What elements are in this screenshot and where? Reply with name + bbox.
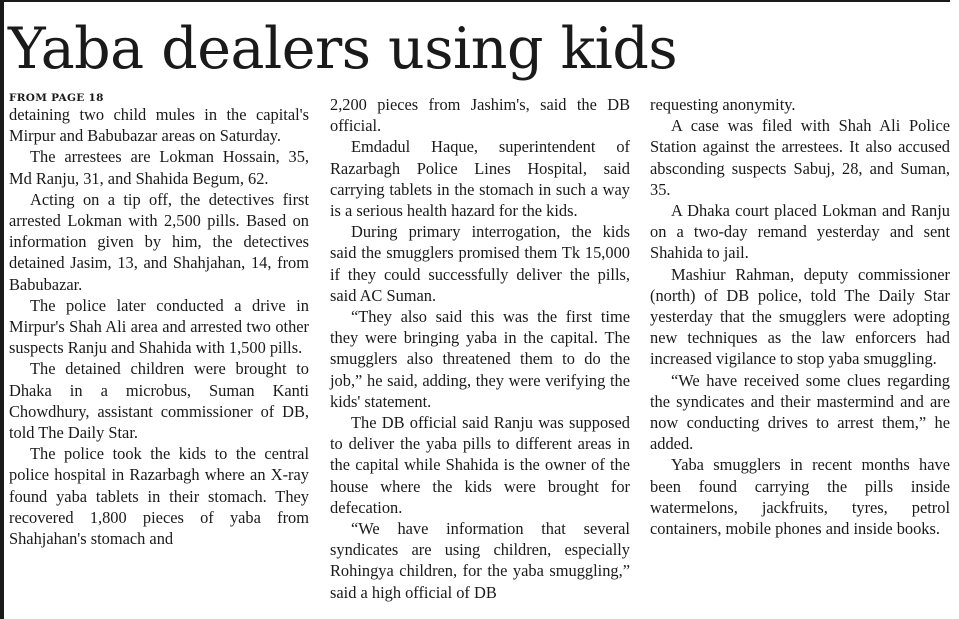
top-rule [4,0,950,2]
paragraph: The DB official said Ranju was supposed to deliver the yaba pills to different areas in the capital while Shahida is the owner of the house where the kids were brought for defecation. [330,413,630,517]
paragraph: Emdadul Haque, superintendent of Razarbagh Police Lines Hospital, said carrying tablets in the stomach in such a way is a serious health hazard for the kids. [330,137,630,221]
paragraph: “We have information that several syndicates are using children, especially Rohingya children, for the yaba smuggling,” said a high official of DB [330,519,630,602]
headline: Yaba dealers using kids [8,16,678,82]
article-column-1 [9,92,309,549]
continuation-kicker: FROM PAGE 18 [9,92,104,104]
paragraph: The police later conducted a drive in Mirpur's Shah Ali area and arrested two other suspects Ranju and Shahida with 1,500 pills. [9,295,309,358]
paragraph: A case was filed with Shah Ali Police Station against the arrestees. It also accused absconding suspects Sabuj, 28, and Suman, 35. [650,116,950,199]
paragraph: Yaba smugglers in recent months have been found carrying the pills inside watermelons, jackfruits, tyres, petrol containers, mobile phones and inside books. [650,455,950,539]
paragraph: “They also said this was the first time they were bringing yaba in the capital. The smugglers also threatened them to do the job,” he said, adding, they were verifying the kids' statement. [330,307,630,411]
paragraph: A Dhaka court placed Lokman and Ranju on a two-day remand yesterday and sent Shahida to jail. [650,201,950,263]
paragraph: The arrestees are Lokman Hossain, 35, Md Ranju, 31, and Shahida Begum, 62. [9,147,309,188]
paragraph: Mashiur Rahman, deputy commissioner (north) of DB police, told The Daily Star yesterday that the smugglers were adopting new techniques as the law enforcers had increased vigilance to stop yaba smuggling. [650,264,950,369]
paragraph: Acting on a tip off, the detectives first arrested Lokman with 2,500 pills. Based on information given by him, the detectives detained Jasim, 13, and Shahjahan, 14, from Babubazar. [9,189,309,294]
paragraph: During primary interrogation, the kids said the smugglers promised them Tk 15,000 if they could successfully deliver the pills, said AC Suman. [330,222,630,305]
article-column-2 [330,94,630,603]
article-column-3 [650,94,950,539]
paragraph: 2,200 pieces from Jashim's, said the DB official. [330,95,630,136]
paragraph: The police took the kids to the central police hospital in Razarbagh where an X-ray found yaba tablets in their stomach. They recovered 1,800 pieces of yaba from Shahjahan's stomach and [9,444,309,549]
paragraph: detaining two child mules in the capital's Mirpur and Babubazar areas on Saturday. [9,105,309,146]
paragraph: “We have received some clues regarding the syndicates and their mastermind and are now conducting drives to arrest them,” he added. [650,370,950,454]
paragraph: requesting anonymity. [650,95,796,114]
paragraph: The detained children were brought to Dhaka in a microbus, Suman Kanti Chowdhury, assistant commissioner of DB, told The Daily Star. [9,359,309,443]
